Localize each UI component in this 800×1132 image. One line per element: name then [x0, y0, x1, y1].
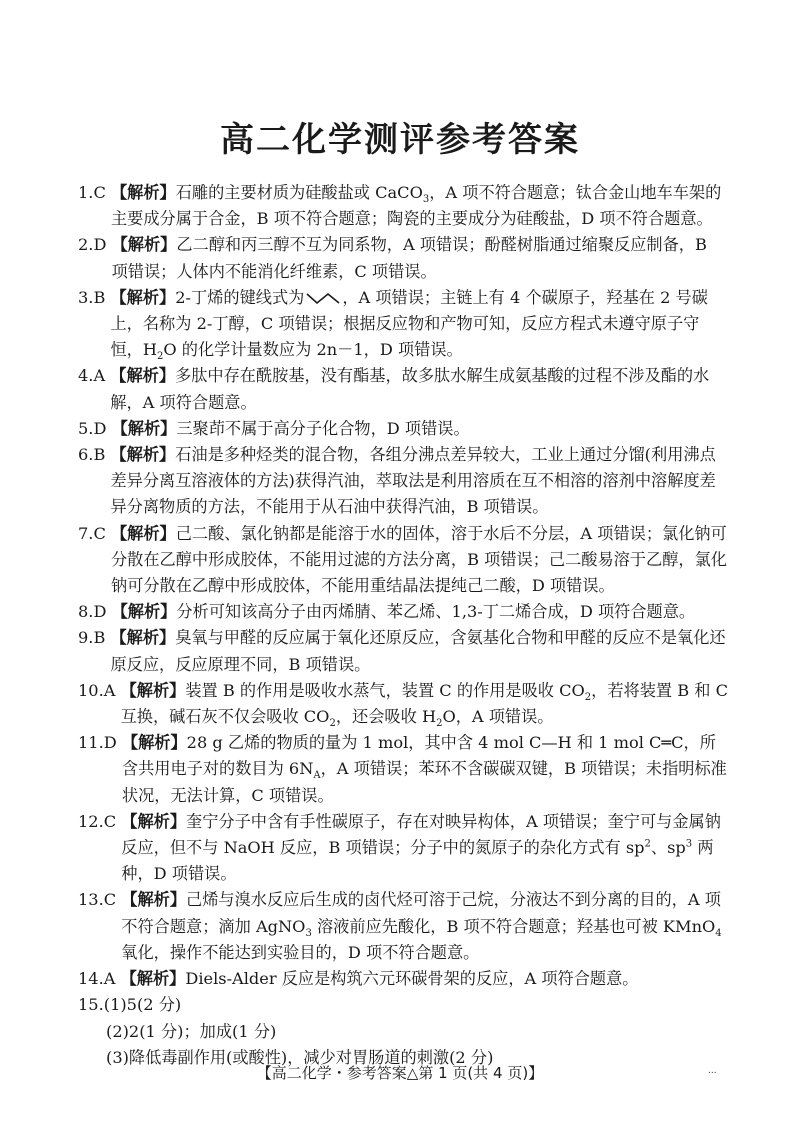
answer-number: 12.C: [78, 811, 117, 831]
answer-8: [78, 599, 728, 625]
answer-text-part: 装置 B 的作用是吸收水蒸气，装置 C 的作用是吸收 CO: [185, 680, 585, 700]
answer-text-part: 两种，D 项错误。: [121, 838, 714, 884]
answer-number: 1.C: [78, 183, 106, 202]
superscript: 2: [644, 838, 651, 850]
answer-text: [122, 730, 728, 809]
answer-list: [78, 180, 728, 1071]
answer-part-2: (2)2(1 分)；加成(1 分): [106, 1021, 277, 1041]
answer-text-part: 、sp: [650, 838, 686, 858]
answer-number: 5.D: [78, 418, 107, 438]
answer-text-part: 2-丁烯的键线式为: [175, 287, 305, 307]
analysis-tag: 【解析】: [121, 733, 187, 753]
analysis-tag: 【解析】: [121, 890, 187, 910]
analysis-tag: 【解析】: [111, 602, 177, 622]
answer-number: 13.C: [78, 890, 117, 910]
subscript: 2: [329, 718, 336, 730]
answer-number: 6.B: [78, 445, 106, 465]
page-title: 高二化学测评参考答案: [220, 120, 580, 160]
answer-text-part: O，A 项错误。: [442, 707, 554, 727]
answer-number: 15.: [78, 995, 104, 1015]
answer-text-part: ，A 项错误；苯环不含碳碳双键，B 项错误；未指明标准状况，无法计算，C 项错误。: [121, 759, 727, 805]
answer-text: [110, 363, 728, 415]
answer-text-part: 己二酸、氯化钠都是能溶于水的固体，溶于水后不分层，A 项错误；氯化钠可分散在乙醇中形成胶体，不能用过滤的方法分离，B 项错误；己二酸易溶于乙醇，氯化钠可分散在乙醇中形成胶体，不能用重结晶法提纯己二酸，D 项错误。: [111, 523, 727, 596]
answer-text-part: 乙二醇和丙三醇不互为同系物，A 项错误；酚醛树脂通过缩聚反应制备，B 项错误；人体内不能消化纤维素，C 项错误。: [111, 235, 707, 281]
analysis-tag: 【解析】: [120, 680, 186, 700]
answer-text: [112, 232, 728, 284]
answer-text-part: ，若将装置 B 和 C 互换，碱石灰不仅会吸收 CO: [120, 680, 728, 727]
answer-text: [121, 966, 728, 992]
answer-text: [112, 416, 728, 442]
analysis-tag: 【解析】: [110, 445, 176, 465]
answer-text-part: 奎宁分子中含有手性碳原子，存在对映异构体，A 项错误；奎宁可与金属钠反应，但不与 NaOH 反应，B 项错误；分子中的氮原子的杂化方式有 sp: [121, 811, 721, 858]
analysis-tag: 【解析】: [110, 287, 176, 307]
answer-15: [78, 992, 728, 1018]
answer-text: [104, 992, 728, 1018]
answer-text-part: ，A 项不符合题意；钛合金山地车车架的主要成分属于合金，B 项不符合题意；陶瓷的主要成分为硅酸盐，D 项不符合题意。: [111, 183, 722, 229]
analysis-tag: 【解析】: [111, 418, 177, 438]
answer-number: 11.D: [78, 733, 117, 753]
answer-text-part: 臭氧与甲醛的反应属于氧化还原反应，含氨基化合物和甲醛的反应不是氧化还原反应，反应原理不同，B 项错误。: [110, 628, 726, 674]
answer-text-part: ，还会吸收 H: [335, 707, 437, 727]
analysis-tag: 【解析】: [120, 969, 186, 989]
answer-part-3: (3)降低毒副作用(或酸性)，减少对胃肠道的刺激(2 分): [106, 1047, 494, 1067]
answer-4: [78, 363, 728, 415]
answer-text-part: 28 g 乙烯的物质的量为 1 mol，其中含 4 mol C—H 和 1 mol C═C，所含共用电子对的数目为 6N: [121, 733, 716, 779]
answer-text: [111, 285, 729, 364]
answer-number: 3.B: [78, 287, 106, 307]
answer-part-1: (1)5(2 分): [103, 995, 182, 1015]
subscript: 2: [157, 351, 164, 363]
answer-text-part: 石雕的主要材质为硅酸盐或 CaCO: [175, 183, 423, 202]
answer-14: [78, 966, 728, 992]
subscript: 3: [305, 927, 312, 939]
subscript: 4: [715, 927, 722, 939]
answer-2: [78, 232, 728, 284]
answer-11: [78, 730, 728, 809]
answer-number: 9.B: [78, 628, 106, 648]
subscript: 2: [436, 718, 443, 730]
answer-text-part: ，A 项错误；主链上有 4 个碳原子，羟基在 2 号碳上，名称为 2-丁醇，C 项错误；根据反应物和产物可知，反应方程式未遵守原子守恒，H: [110, 287, 708, 360]
subscript: A: [313, 770, 321, 782]
answer-text: [111, 625, 729, 677]
answer-number: 10.A: [78, 680, 116, 700]
answer-text: [112, 599, 728, 625]
answer-text-part: 多肽中存在酰胺基，没有酯基，故多肽水解生成氨基酸的过程不涉及酯的水解，A 项符合题意。: [110, 366, 710, 412]
answer-number: 4.A: [78, 366, 106, 386]
answer-text-part: Diels-Alder 反应是构筑六元环碳骨架的反应，A 项符合题意。: [185, 969, 639, 989]
answer-number: 2.D: [78, 235, 107, 255]
answer-text: [121, 887, 728, 966]
answer-text-part: O 的化学计量数应为 2n－1，D 项错误。: [163, 340, 463, 360]
answer-5: [78, 416, 728, 442]
subscript: 3: [422, 194, 430, 206]
answer-10: [78, 678, 728, 730]
answer-number: 8.D: [78, 602, 107, 622]
answer-number: 14.A: [78, 969, 116, 989]
answer-text-part: 氧化，操作不能达到实验目的，D 项不符合题意。: [121, 942, 480, 962]
answer-text-part: 分析可知该高分子由丙烯腈、苯乙烯、1,3-丁二烯合成，D 项符合题意。: [176, 602, 696, 622]
answer-12: [78, 809, 728, 888]
answer-1: [78, 180, 728, 232]
analysis-tag: 【解析】: [111, 183, 176, 202]
analysis-tag: 【解析】: [111, 523, 176, 543]
answer-text-part: 己烯与溴水反应后生成的卤代烃可溶于己烷，分液达不到分离的目的，A 项不符合题意；滴加 AgNO: [121, 890, 721, 936]
subscript: 2: [584, 692, 592, 704]
skeletal-formula-icon: [306, 291, 340, 305]
answer-text: [111, 521, 728, 600]
answer-text: [121, 678, 728, 730]
answer-number: 7.C: [78, 523, 106, 543]
analysis-tag: 【解析】: [110, 628, 176, 648]
answer-text: [111, 180, 728, 232]
answer-text-part: 三聚茚不属于高分子化合物，D 项错误。: [176, 418, 470, 438]
answer-3: [78, 285, 728, 364]
analysis-tag: 【解析】: [111, 235, 177, 255]
answer-text: [121, 809, 728, 888]
answer-text: [111, 442, 729, 521]
analysis-tag: 【解析】: [110, 366, 176, 386]
answer-13: [78, 887, 728, 966]
superscript: 3: [685, 838, 693, 850]
corner-mark: ...: [708, 1066, 717, 1076]
analysis-tag: 【解析】: [121, 811, 187, 831]
answer-text-part: 石油是多种烃类的混合物，各组分沸点差异较大，工业上通过分馏(利用沸点差异分离互溶液体的方法)获得汽油，萃取法是利用溶质在互不相溶的溶剂中溶解度差异分离物质的方法，不能用于从石油中获得汽油，B 项错误。: [110, 445, 716, 517]
answer-9: [78, 625, 728, 677]
page-footer: 【高二化学・参考答案△第 1 页(共 4 页)】: [256, 1064, 544, 1082]
answer-7: [78, 521, 728, 600]
answer-text-part: 溶液前应先酸化，B 项不符合题意；羟基也可被 KMnO: [311, 916, 716, 936]
answer-6: [78, 442, 728, 521]
